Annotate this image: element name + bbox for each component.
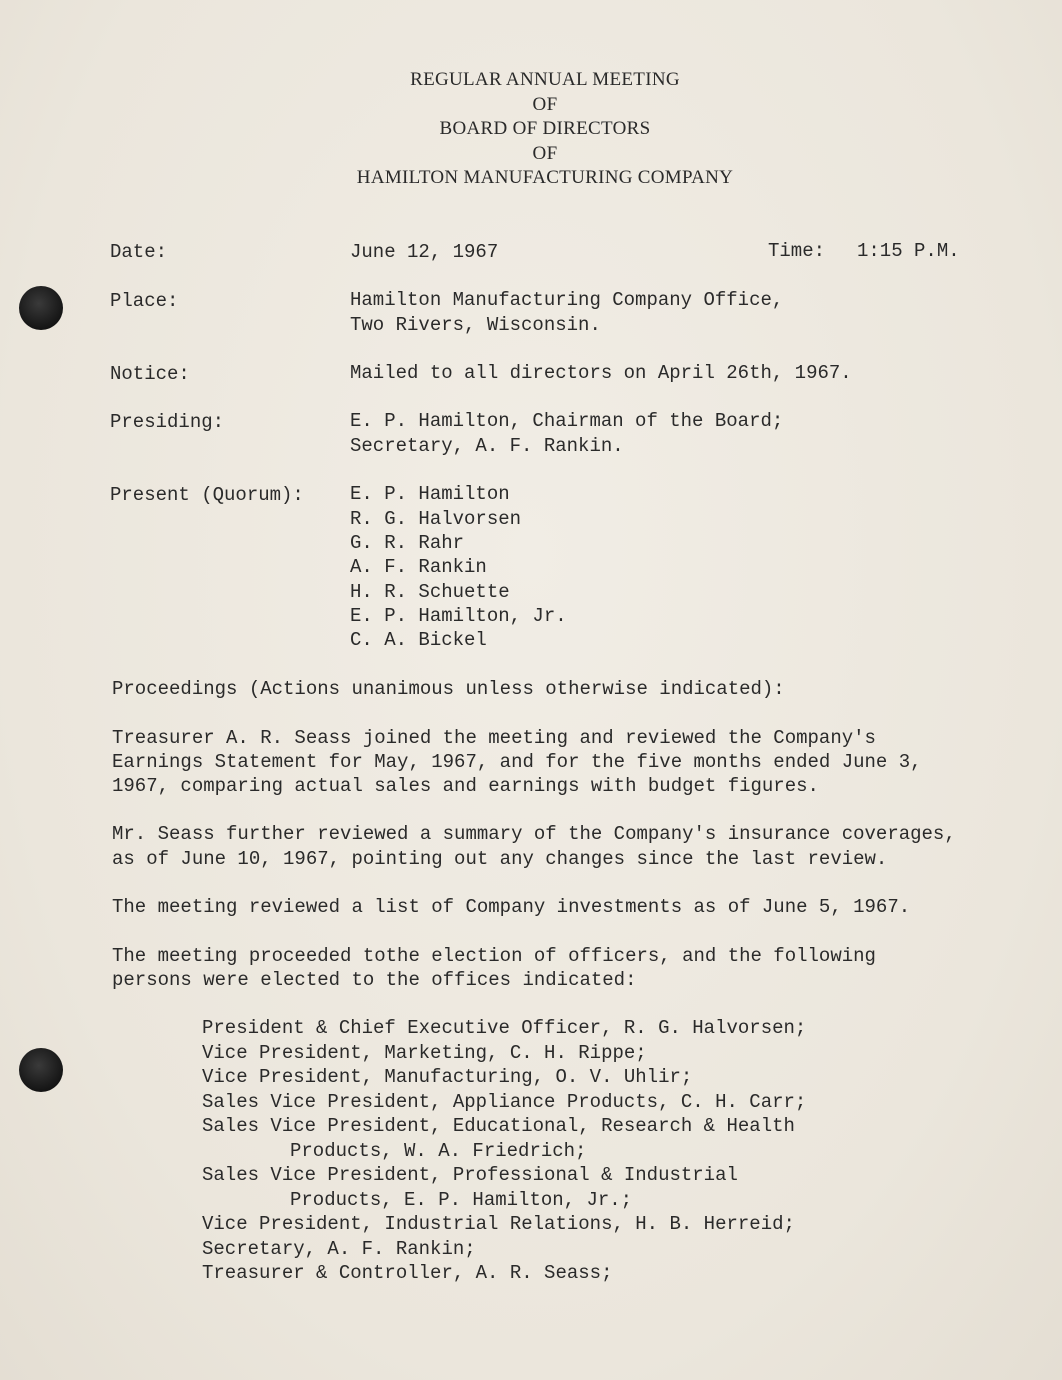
time-value: 1:15 P.M.	[857, 240, 960, 262]
present-label: Present (Quorum):	[110, 484, 304, 506]
present-item: H. R. Schuette	[350, 581, 510, 603]
presiding-label: Presiding:	[110, 411, 225, 433]
present-item: C. A. Bickel	[350, 629, 487, 651]
officer-item: Secretary, A. F. Rankin;	[202, 1238, 476, 1260]
present-item: A. F. Rankin	[350, 556, 487, 578]
document-title	[0, 68, 1062, 191]
officer-item-continued: Products, E. P. Hamilton, Jr.;	[290, 1189, 633, 1211]
title-line-3: BOARD OF DIRECTORS	[439, 118, 651, 139]
notice-value: Mailed to all directors on April 26th, 1967.	[350, 362, 852, 384]
paragraph-2-line: Mr. Seass further reviewed a summary of the Company's insurance coverages,	[112, 823, 956, 845]
officer-item: Vice President, Marketing, C. H. Rippe;	[202, 1042, 647, 1064]
title-line-4: OF	[532, 142, 558, 164]
paragraph-1-line: Earnings Statement for May, 1967, and for the five months ended June 3,	[112, 751, 922, 773]
officer-item: Sales Vice President, Professional & Industrial	[202, 1164, 738, 1186]
officer-item: Vice President, Manufacturing, O. V. Uhlir;	[202, 1066, 693, 1088]
present-item: E. P. Hamilton	[350, 483, 510, 505]
paragraph-4-line: persons were elected to the offices indicated:	[112, 969, 637, 991]
officer-item: President & Chief Executive Officer, R. G. Halvorsen;	[202, 1017, 807, 1039]
proceedings-heading: Proceedings (Actions unanimous unless otherwise indicated):	[112, 678, 785, 700]
title-line-5: HAMILTON MANUFACTURING COMPANY	[356, 167, 734, 188]
place-line-1: Hamilton Manufacturing Company Office,	[350, 289, 784, 311]
officer-item: Treasurer & Controller, A. R. Seass;	[202, 1262, 613, 1284]
presiding-line-1: E. P. Hamilton, Chairman of the Board;	[350, 410, 784, 432]
place-label: Place:	[110, 290, 179, 312]
date-label: Date:	[110, 241, 168, 263]
officer-item: Vice President, Industrial Relations, H. B. Herreid;	[202, 1213, 795, 1235]
paragraph-2-line: as of June 10, 1967, pointing out any changes since the last review.	[112, 848, 888, 870]
time-label: Time:	[768, 240, 826, 262]
officer-item-continued: Products, W. A. Friedrich;	[290, 1140, 587, 1162]
title-line-1: REGULAR ANNUAL MEETING	[410, 69, 680, 90]
paragraph-4-line: The meeting proceeded tothe election of officers, and the following	[112, 945, 876, 967]
officer-item: Sales Vice President, Educational, Research & Health	[202, 1115, 795, 1137]
punch-hole-top	[19, 286, 63, 330]
present-item: R. G. Halvorsen	[350, 508, 522, 530]
title-line-2: OF	[532, 93, 558, 115]
officer-item: Sales Vice President, Appliance Products, C. H. Carr;	[202, 1091, 807, 1113]
paragraph-3: The meeting reviewed a list of Company investments as of June 5, 1967.	[112, 896, 911, 918]
notice-label: Notice:	[110, 363, 190, 385]
paragraph-1-line: 1967, comparing actual sales and earnings with budget figures.	[112, 775, 819, 797]
punch-hole-bottom	[19, 1048, 63, 1092]
place-line-2: Two Rivers, Wisconsin.	[350, 314, 601, 336]
presiding-line-2: Secretary, A. F. Rankin.	[350, 435, 624, 457]
paragraph-1-line: Treasurer A. R. Seass joined the meeting and reviewed the Company's	[112, 727, 876, 749]
present-item: G. R. Rahr	[350, 532, 465, 554]
date-value: June 12, 1967	[350, 241, 499, 263]
present-item: E. P. Hamilton, Jr.	[350, 605, 567, 627]
